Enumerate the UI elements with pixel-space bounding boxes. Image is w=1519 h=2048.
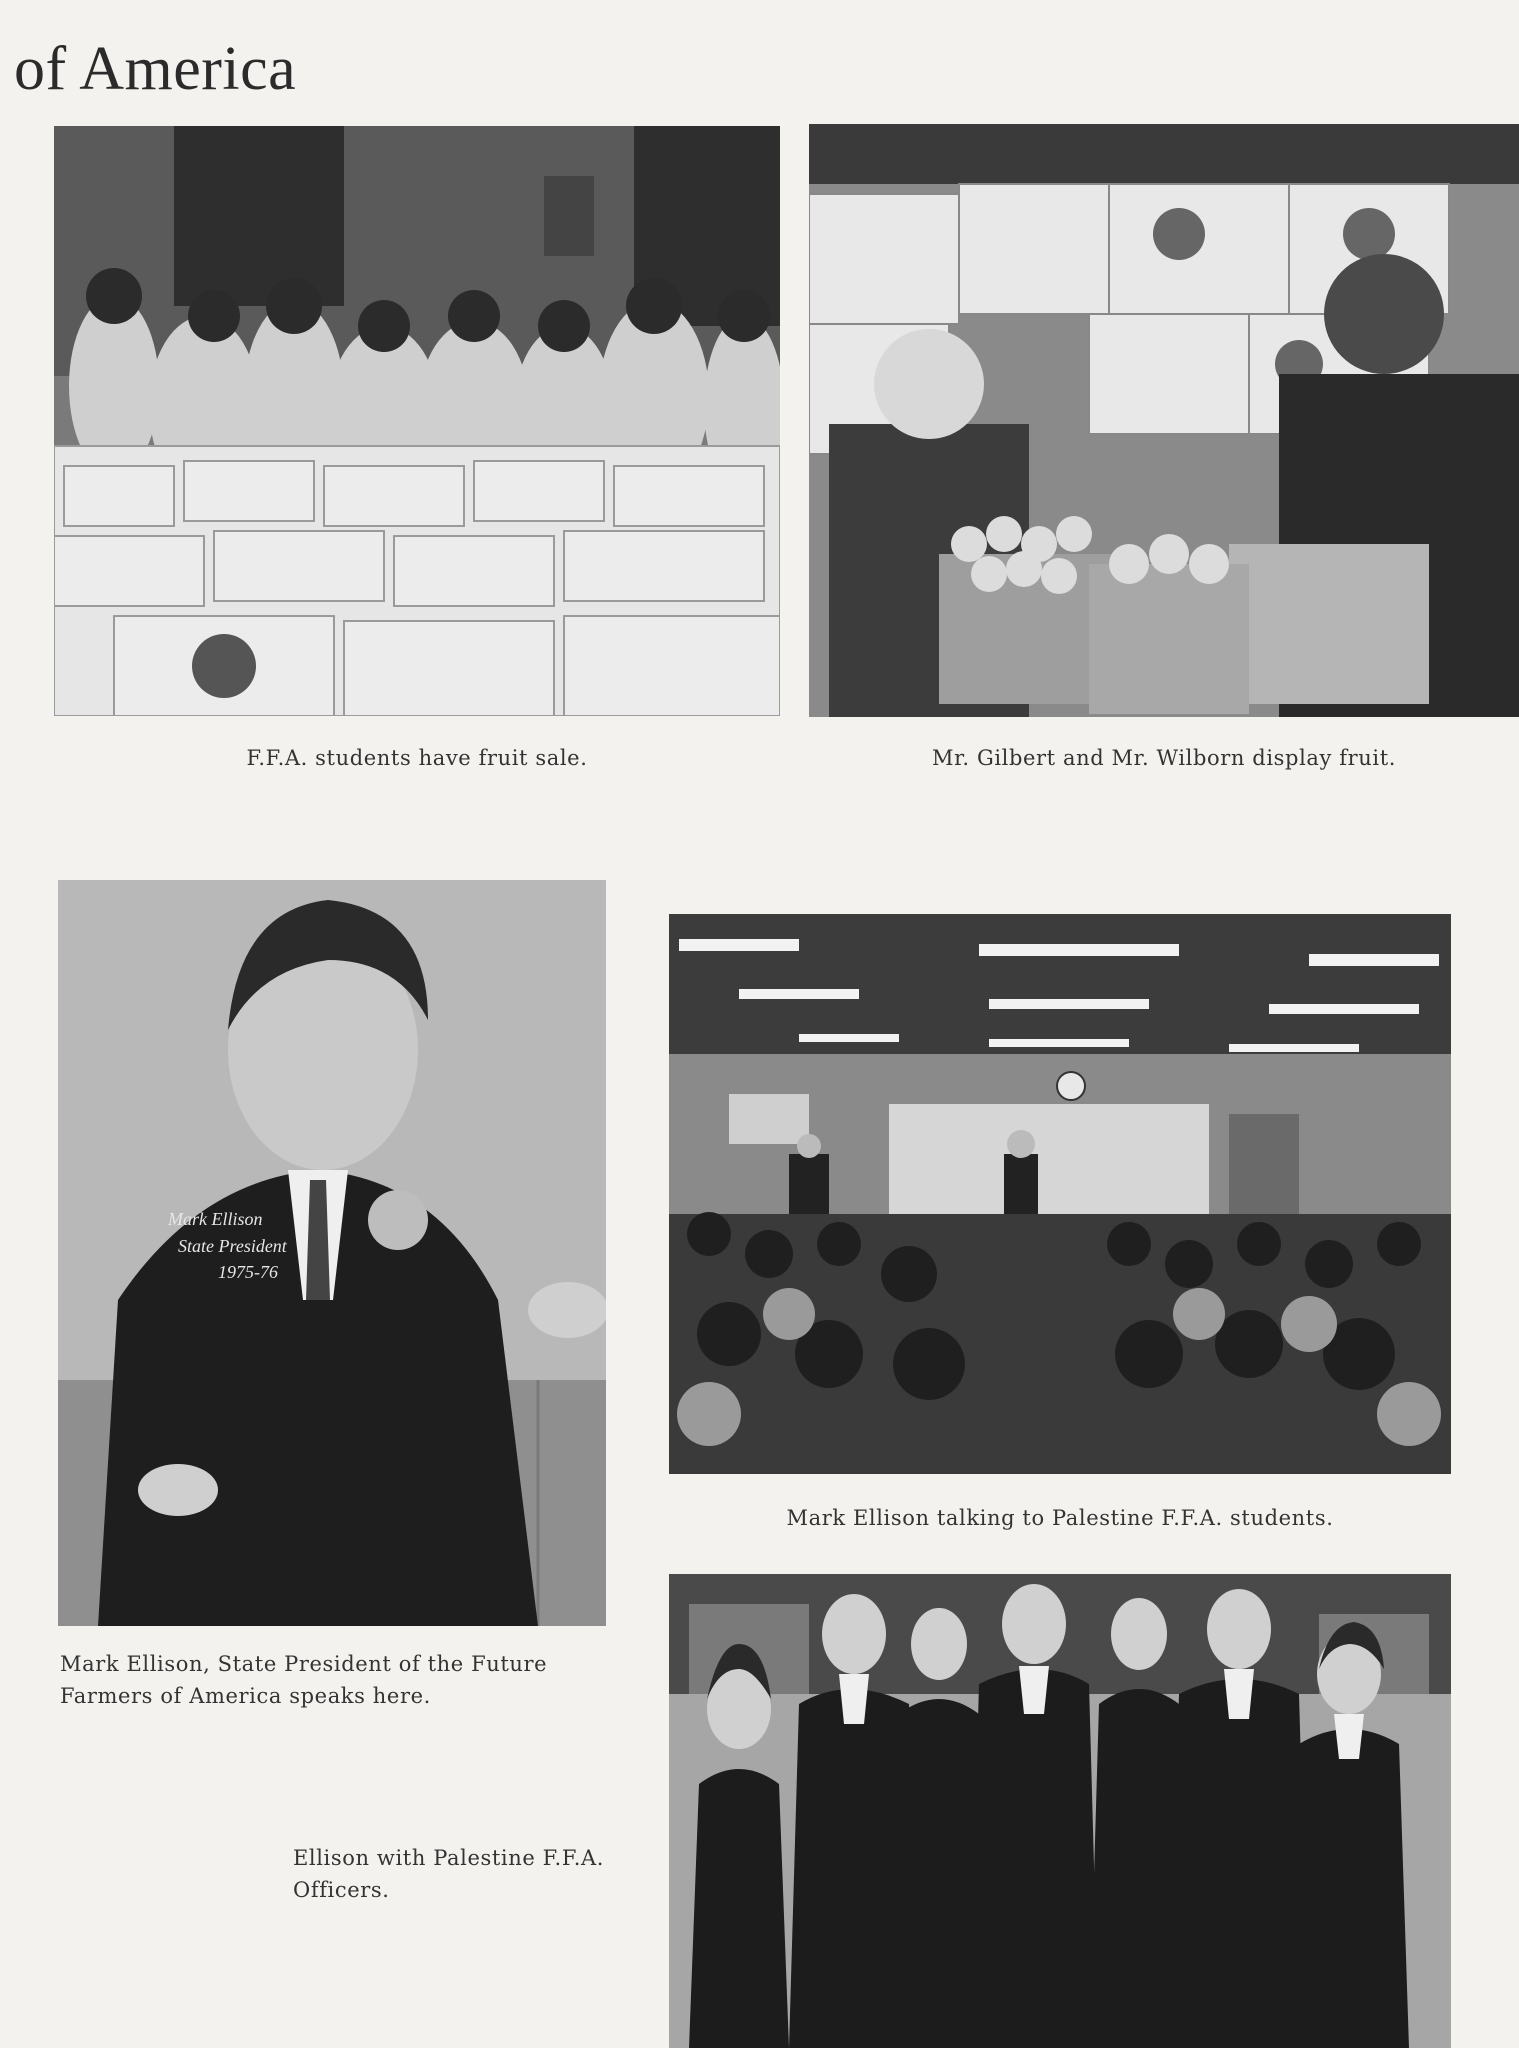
photo-fruit-sale [54,126,780,716]
jacket-title: State President [178,1236,287,1256]
caption-classroom: Mark Ellison talking to Palestine F.F.A. students. [786,1506,1334,1530]
caption-fruit-sale: F.F.A. students have fruit sale. [246,746,588,770]
caption-officers: Ellison with Palestine F.F.A. Officers. [293,1846,605,1902]
photo-display-fruit [809,124,1519,717]
jacket-year: 1975-76 [218,1262,278,1282]
photo-classroom [669,914,1451,1474]
photo-ellison-portrait [58,880,606,1626]
jacket-name: Mark Ellison [168,1209,263,1229]
page-heading: of America [14,35,297,103]
caption-ellison-portrait: Mark Ellison, State President of the Future Farmers of America speaks here. [60,1652,548,1708]
photo-officers [669,1574,1451,2048]
caption-display-fruit: Mr. Gilbert and Mr. Wilborn display fruit. [931,746,1397,770]
